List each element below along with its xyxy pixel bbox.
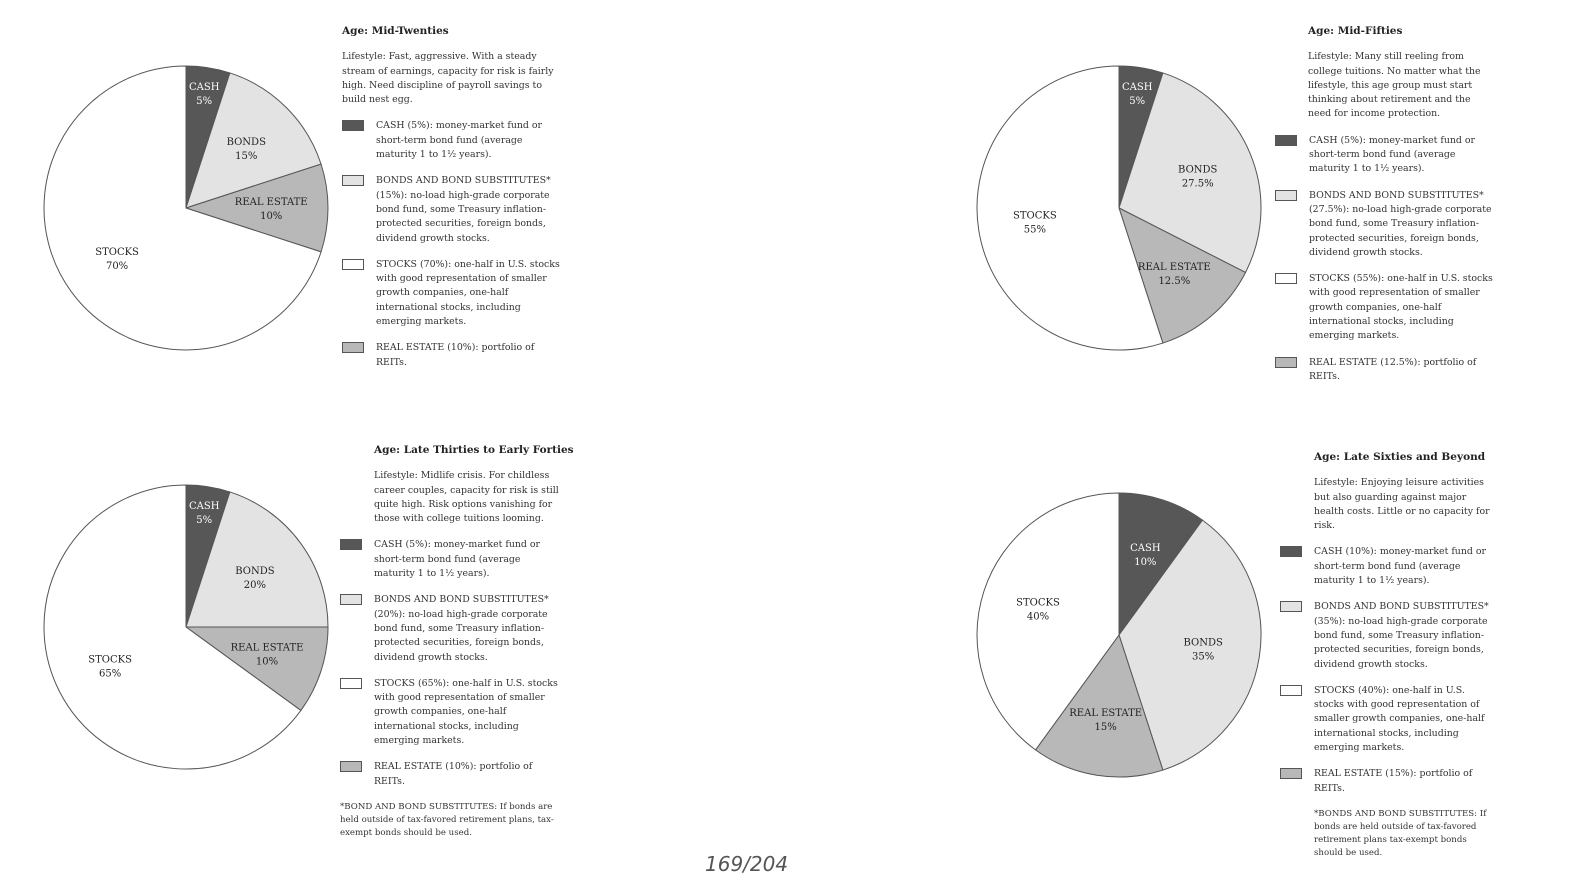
slice-value-label: 5%: [1129, 95, 1146, 107]
legend-swatch-cash: [1275, 135, 1297, 146]
legend-text: BONDS AND BOND SUBSTITUTES* (27.5%): no-load high-grade corporate bond fund, some Treasury inflation-protected securities, foreign bonds, dividend growth stocks.: [1309, 189, 1492, 258]
slice-value-label: 15%: [235, 150, 258, 162]
legend-item-cash: [1275, 134, 1495, 177]
slice-label: BONDS: [1183, 637, 1223, 649]
slice-label: REAL ESTATE: [1069, 708, 1143, 720]
slice-value-label: 55%: [1023, 224, 1046, 236]
legend-swatch-real-estate: [342, 342, 364, 353]
slice-value-label: 5%: [196, 514, 213, 526]
slice-label: STOCKS: [1012, 210, 1057, 222]
legend-swatch-bonds: [342, 175, 364, 186]
legend-swatch-stocks: [1280, 685, 1302, 696]
legend-swatch-bonds: [1280, 601, 1302, 612]
slice-value-label: 40%: [1026, 611, 1050, 623]
slice-value-label: 10%: [260, 211, 283, 222]
legend-swatch-real-estate: [340, 761, 362, 772]
page-number: 169/204: [705, 852, 789, 876]
legend-item-cash: [342, 119, 562, 162]
slice-value-label: 15%: [1094, 722, 1117, 734]
legend-text: CASH (10%): money-market fund or short-term bond fund (average maturity 1 to 1½ years).: [1314, 546, 1486, 587]
legend-text: REAL ESTATE (12.5%): portfolio of REITs.: [1309, 356, 1477, 382]
legend-swatch-bonds: [1275, 190, 1297, 201]
legend-item-cash: [340, 538, 562, 581]
legend-item-stocks: [1280, 684, 1495, 755]
slice-value-label: 5%: [196, 95, 213, 107]
lifestyle-text: Lifestyle: Many still reeling from college tuitions. No matter what the lifestyle, this age group must start thinking about retirement and the need for income protection.: [1308, 51, 1481, 120]
legend-text: REAL ESTATE (15%): portfolio of REITs.: [1314, 768, 1473, 794]
legend-swatch-stocks: [342, 259, 364, 270]
legend-item-real-estate: [340, 760, 562, 789]
legend-text: STOCKS (55%): one-half in U.S. stocks with good representation of smaller growth companies, one-half international stocks, including emerging markets.: [1309, 273, 1493, 342]
legend-swatch-cash: [342, 120, 364, 131]
slice-label: BONDS: [226, 136, 266, 148]
slice-value-label: 10%: [255, 656, 279, 668]
pie-chart-mid-twenties: [36, 58, 336, 358]
age-title: Age: Late Thirties to Early Forties: [374, 444, 574, 456]
legend-item-bonds: [1275, 189, 1495, 260]
slice-label: CASH: [188, 500, 220, 512]
slice-value-label: 20%: [243, 579, 267, 591]
legend-item-stocks: [1275, 272, 1495, 343]
pie-chart-late-thirties: [36, 477, 336, 777]
legend-swatch-cash: [1280, 546, 1302, 557]
slice-value-label: 70%: [105, 261, 129, 273]
legend-swatch-real-estate: [1275, 357, 1297, 368]
slice-label: STOCKS: [1016, 597, 1060, 609]
pie-chart-late-sixties: [969, 485, 1269, 785]
legend-text: CASH (5%): money-market fund or short-term bond fund (average maturity 1 to 1½ years).: [376, 120, 543, 161]
legend-swatch-stocks: [1275, 273, 1297, 284]
slice-value-label: 27.5%: [1181, 178, 1214, 190]
chart-description-mid-twenties: [342, 24, 562, 382]
chart-description-mid-fifties: [1275, 24, 1495, 396]
legend-text: REAL ESTATE (10%): portfolio of REITs.: [374, 761, 533, 787]
lifestyle-text: Lifestyle: Enjoying leisure activities but also guarding against major health costs. Little or no capacity for risk.: [1314, 477, 1490, 532]
legend-text: CASH (5%): money-market fund or short-term bond fund (average maturity 1 to 1½ years).: [374, 539, 541, 580]
chart-description-late-thirties: [340, 443, 574, 840]
legend-swatch-cash: [340, 539, 362, 550]
legend-item-bonds: [340, 593, 562, 664]
legend-text: STOCKS (65%): one-half in U.S. stocks with good representation of smaller growth companies, one-half international stocks, including emerging markets.: [374, 677, 558, 747]
age-title: Age: Late Sixties and Beyond: [1314, 451, 1486, 463]
slice-value-label: 65%: [98, 668, 122, 680]
pie-chart-mid-fifties: [969, 58, 1269, 358]
footnote: *BONDS AND BOND SUBSTITUTES: If bonds are held outside of tax-favored retirement plans tax-exempt bonds should be used.: [1314, 808, 1487, 858]
legend-item-real-estate: [1275, 356, 1495, 385]
legend-swatch-bonds: [340, 594, 362, 605]
legend-text: CASH (5%): money-market fund or short-term bond fund (average maturity 1 to 1½ years).: [1309, 134, 1476, 175]
slice-value-label: 12.5%: [1158, 275, 1191, 287]
lifestyle-text: Lifestyle: Midlife crisis. For childless career couples, capacity for risk is still quite high. Risk options vanishing for those with college tuitions looming.: [374, 470, 559, 525]
legend-text: REAL ESTATE (10%): portfolio of REITs.: [376, 342, 535, 368]
legend-item-real-estate: [1280, 767, 1495, 796]
lifestyle-text: Lifestyle: Fast, aggressive. With a steady stream of earnings, capacity for risk is fairly high. Need discipline of payroll savings to build nest egg.: [342, 51, 554, 106]
slice-value-label: 10%: [1134, 556, 1157, 568]
slice-label: BONDS: [235, 565, 275, 577]
legend-text: STOCKS (40%): one-half in U.S. stocks with good representation of smaller growth companies, one-half international stocks, including emerging markets.: [1314, 684, 1485, 754]
legend-text: BONDS AND BOND SUBSTITUTES* (35%): no-load high-grade corporate bond fund, some Treasury inflation-protected securities, foreign bonds, dividend growth stocks.: [1314, 601, 1489, 670]
legend-text: BONDS AND BOND SUBSTITUTES* (15%): no-load high-grade corporate bond fund, some Treasury inflation-protected securities, foreign bonds, dividend growth stocks.: [376, 175, 551, 244]
footnote: *BOND AND BOND SUBSTITUTES: If bonds are held outside of tax-favored retirement plans, tax-exempt bonds should be used.: [340, 801, 554, 838]
slice-value-label: 35%: [1192, 651, 1215, 663]
chart-description-late-sixties: [1280, 450, 1495, 860]
legend-item-bonds: [342, 174, 562, 245]
legend-item-stocks: [340, 677, 562, 748]
legend-text: STOCKS (70%): one-half in U.S. stocks with good representation of smaller growth companies, one-half international stocks, including emerging markets.: [376, 258, 560, 328]
legend-item-real-estate: [342, 341, 562, 370]
slice-label: STOCKS: [95, 247, 139, 259]
age-title: Age: Mid-Fifties: [1308, 25, 1403, 37]
legend-item-stocks: [342, 258, 562, 329]
legend-swatch-real-estate: [1280, 768, 1302, 779]
slice-label: STOCKS: [88, 654, 132, 666]
slice-label: REAL ESTATE: [230, 642, 304, 654]
slice-label: CASH: [1121, 81, 1153, 93]
slice-label: CASH: [188, 81, 220, 93]
legend-text: BONDS AND BOND SUBSTITUTES* (20%): no-load high-grade corporate bond fund, some Treasury inflation-protected securities, foreign bonds, dividend growth stocks.: [374, 594, 549, 663]
slice-label: CASH: [1130, 542, 1161, 554]
legend-item-bonds: [1280, 600, 1495, 671]
legend-swatch-stocks: [340, 678, 362, 689]
age-title: Age: Mid-Twenties: [342, 25, 449, 37]
slice-label: REAL ESTATE: [1137, 261, 1211, 273]
legend-item-cash: [1280, 545, 1495, 588]
slice-label: REAL ESTATE: [234, 197, 308, 208]
slice-label: BONDS: [1178, 164, 1218, 176]
